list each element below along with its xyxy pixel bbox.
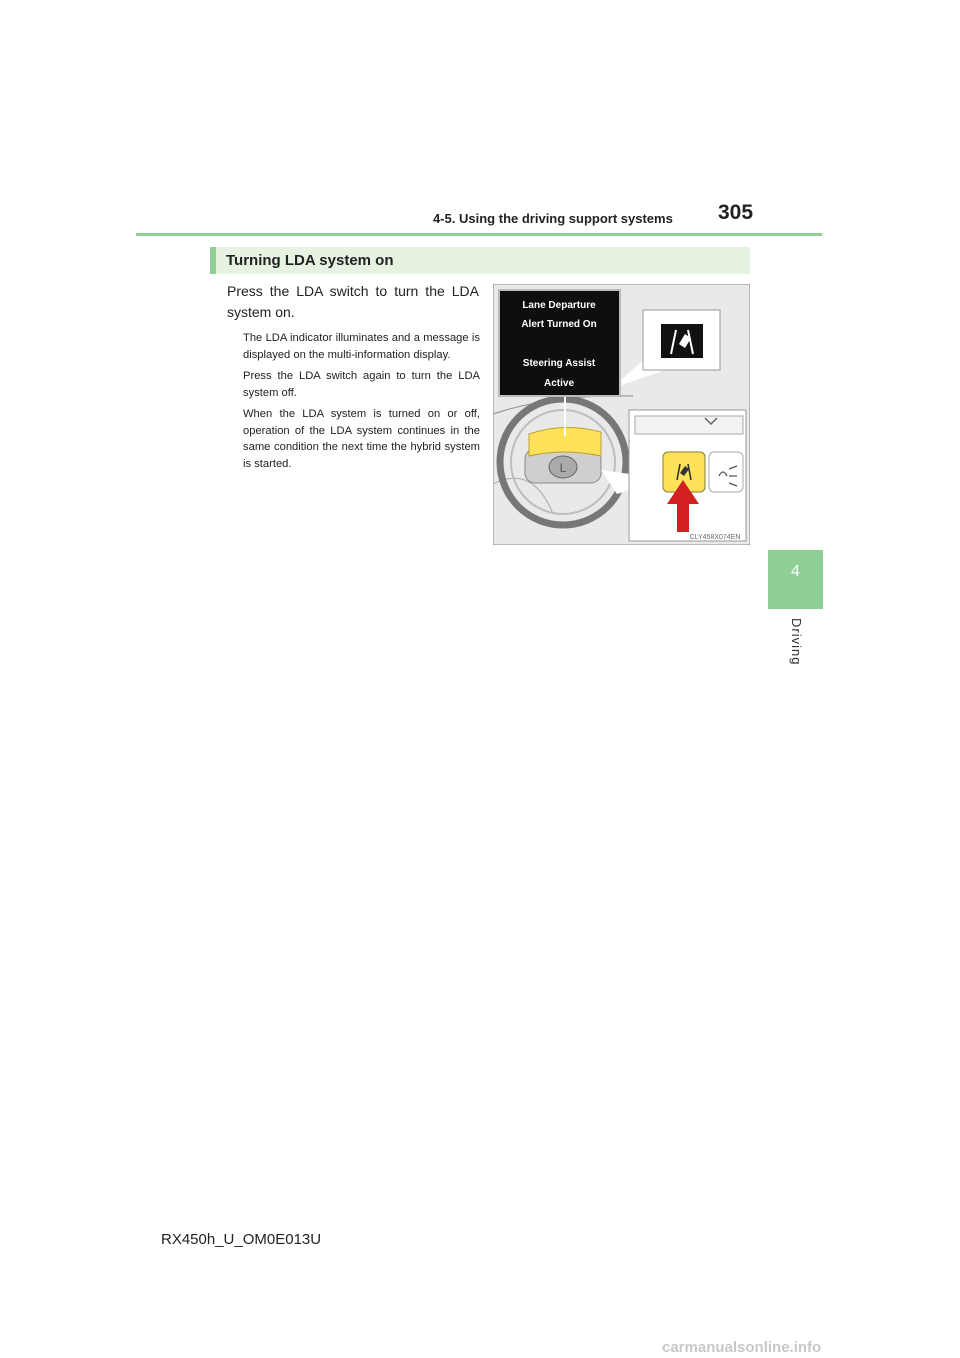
illustration-code: CLY458X074EN [689,534,741,541]
display-line-4: Active [543,378,575,389]
running-header: 4-5. Using the driving support systems [433,211,673,226]
page-number: 305 [718,201,754,224]
header-rule [136,233,822,236]
chapter-number: 4 [791,563,800,580]
instruction-text: Press the LDA switch to turn the LDA system on. [227,283,479,320]
note-persistence: When the LDA system is turned on or off, operation of the LDA system continues in the same condition the next time the hybrid system is started. [243,408,480,470]
display-line-3: Steering Assist [522,358,596,369]
display-line-2: Alert Turned On [521,319,597,330]
watermark: carmanualsonline.info [662,1339,822,1356]
display-line-1: Lane Departure [522,300,596,311]
adjacent-switch [709,452,743,492]
section-heading-bar [210,247,750,274]
model-code: RX450h_U_OM0E013U [161,1231,322,1248]
notes-list [243,330,480,477]
note-indicator: The LDA indicator illuminates and a message is displayed on the multi-information display. [243,332,480,361]
note-turn-off: Press the LDA switch again to turn the LDA system off. [243,370,480,399]
lda-switch-illustration [493,284,750,545]
chapter-label: Driving [789,618,804,666]
section-title: Turning LDA system on [226,252,394,269]
chapter-tab [768,550,823,609]
svg-text:L: L [559,461,567,475]
